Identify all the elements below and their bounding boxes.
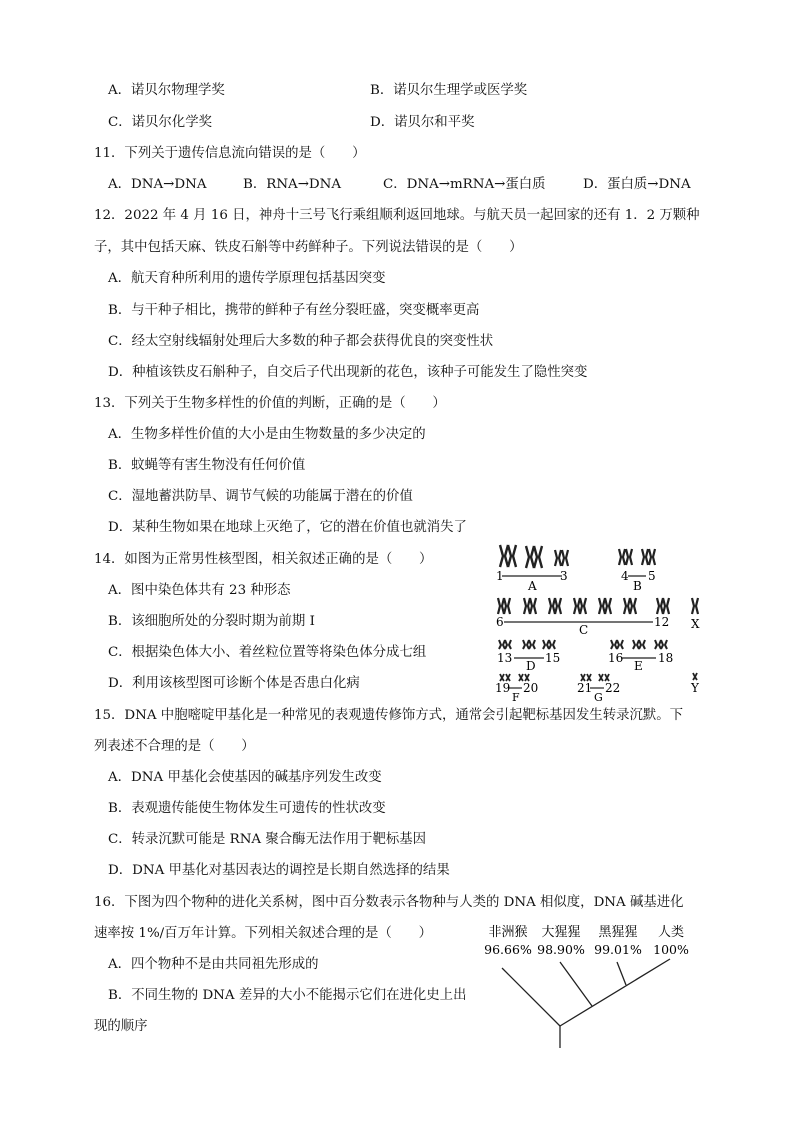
q14-option-a: A．图中染色体共有 23 种形态	[108, 583, 291, 598]
karyotype-group-label: D	[526, 659, 536, 673]
tree-species-label: 人类	[657, 925, 685, 940]
karyotype-group-b	[619, 549, 656, 593]
q16-stem-line1: 16．下图为四个物种的进化关系树，图中百分数表示各物种与人类的 DNA 相似度，DNA 碱基进化	[94, 895, 684, 910]
q13-stem: 13．下列关于生物多样性的价值的判断，正确的是（ ）	[94, 396, 446, 411]
q12-option-d: D．种植该铁皮石斛种子，自交后子代出现新的花色，该种子可能发生了隐性突变	[108, 365, 588, 380]
tree-similarity-label: 100%	[653, 942, 689, 957]
phylogenetic-tree	[478, 922, 700, 1050]
karyotype-figure	[488, 540, 710, 702]
q15-option-b: B．表观遗传能使生物体发生可遗传的性状改变	[108, 801, 386, 816]
q10-option-d: D．诺贝尔和平奖	[370, 115, 475, 130]
karyotype-group-label: G	[594, 691, 603, 702]
q11-option-b: B．RNA→DNA	[243, 177, 342, 192]
q16-option-b-line2: 现的顺序	[94, 1019, 148, 1034]
q11-option-a: A．DNA→DNA	[108, 177, 207, 192]
karyotype-group-label: F	[512, 691, 520, 702]
q12-option-b: B．与干种子相比，携带的鲜种子有丝分裂旺盛，突变概率更高	[108, 303, 480, 318]
q14-stem: 14．如图为正常男性核型图，相关叙述正确的是（ ）	[94, 552, 433, 567]
karyotype-label: 20	[523, 681, 539, 695]
karyotype-label: 21	[577, 681, 593, 695]
karyotype-label: 4	[621, 569, 629, 583]
karyotype-group-label: A	[528, 579, 537, 593]
q15-option-a: A．DNA 甲基化会使基因的碱基序列发生改变	[108, 770, 382, 785]
tree-similarity-label: 98.90%	[537, 942, 585, 957]
q14-option-c: C．根据染色体大小、着丝粒位置等将染色体分成七组	[108, 645, 427, 660]
q13-option-b: B．蚊蝇等有害生物没有任何价值	[108, 458, 306, 473]
q13-option-a: A．生物多样性价值的大小是由生物数量的多少决定的	[108, 427, 426, 442]
karyotype-group-e	[608, 640, 673, 673]
karyotype-group-label: C	[579, 623, 589, 637]
karyotype-label: 1	[496, 569, 504, 583]
karyotype-y	[690, 673, 700, 695]
q13-option-d: D．某种生物如果在地球上灭绝了，它的潜在价值也就消失了	[108, 520, 467, 535]
karyotype-label-y: Y	[691, 681, 699, 695]
karyotype-group-label: B	[633, 579, 642, 593]
q14-option-d: D．利用该核型图可诊断个体是否患白化病	[108, 676, 360, 691]
q15-option-c: C．转录沉默可能是 RNA 聚合酶无法作用于靶标基因	[108, 832, 427, 847]
karyotype-group-c	[496, 598, 700, 637]
q11-option-c: C．DNA→mRNA→蛋白质	[383, 177, 546, 192]
karyotype-group-a	[496, 545, 568, 593]
karyotype-label: 5	[648, 569, 656, 583]
q10-option-c: C．诺贝尔化学奖	[108, 115, 212, 130]
q13-option-c: C．湿地蓄洪防旱、调节气候的功能属于潜在的价值	[108, 489, 413, 504]
q11-stem: 11．下列关于遗传信息流向错误的是（ ）	[94, 146, 366, 161]
karyotype-group-f	[495, 674, 538, 702]
karyotype-label: 18	[658, 651, 674, 665]
karyotype-label: 3	[560, 569, 568, 583]
karyotype-label: 22	[605, 681, 621, 695]
q15-stem-line2: 列表述不合理的是（ ）	[94, 739, 255, 754]
q11-option-d: D．蛋白质→DNA	[583, 177, 691, 192]
karyotype-group-d	[497, 640, 560, 673]
tree-similarity-label: 99.01%	[594, 942, 642, 957]
q14-option-b: B．该细胞所处的分裂时期为前期 I	[108, 614, 315, 629]
karyotype-label: 15	[545, 651, 561, 665]
q12-option-c: C．经太空射线辐射处理后大多数的种子都会获得优良的突变性状	[108, 334, 494, 349]
q16-option-a: A．四个物种不是由共同祖先形成的	[108, 957, 319, 972]
karyotype-label: 13	[497, 651, 513, 665]
q15-stem-line1: 15．DNA 中胞嘧啶甲基化是一种常见的表观遗传修饰方式，通常会引起靶标基因发生转录沉默。下	[94, 708, 684, 723]
tree-species-label: 黑猩猩	[598, 925, 638, 940]
karyotype-label: 19	[495, 681, 511, 695]
q16-option-b-line1: B．不同生物的 DNA 差异的大小不能揭示它们在进化史上出	[108, 988, 467, 1003]
tree-species-label: 非洲猴	[488, 925, 528, 940]
karyotype-group-label: E	[634, 659, 643, 673]
q12-stem-line1: 12．2022 年 4 月 16 日，神舟十三号飞行乘组顺利返回地球。与航天员一起回家的还有 1．2 万颗种	[94, 208, 700, 223]
karyotype-label: 16	[608, 651, 624, 665]
tree-species-label: 大猩猩	[541, 925, 581, 940]
karyotype-label-x: X	[691, 617, 700, 631]
karyotype-group-g	[577, 674, 620, 702]
tree-branches	[502, 959, 670, 1048]
q10-option-a: A．诺贝尔物理学奖	[108, 83, 225, 98]
q16-stem-line2: 速率按 1%/百万年计算。下列相关叙述合理的是（ ）	[94, 926, 432, 941]
q15-option-d: D．DNA 甲基化对基因表达的调控是长期自然选择的结果	[108, 863, 450, 878]
tree-similarity-label: 96.66%	[484, 942, 532, 957]
q10-option-b: B．诺贝尔生理学或医学奖	[370, 83, 528, 98]
karyotype-label: 6	[496, 615, 504, 629]
karyotype-label: 12	[654, 615, 670, 629]
q12-option-a: A．航天育种所利用的遗传学原理包括基因突变	[108, 271, 386, 286]
q12-stem-line2: 子，其中包括天麻、铁皮石斛等中药鲜种子。下列说法错误的是（ ）	[94, 240, 523, 255]
